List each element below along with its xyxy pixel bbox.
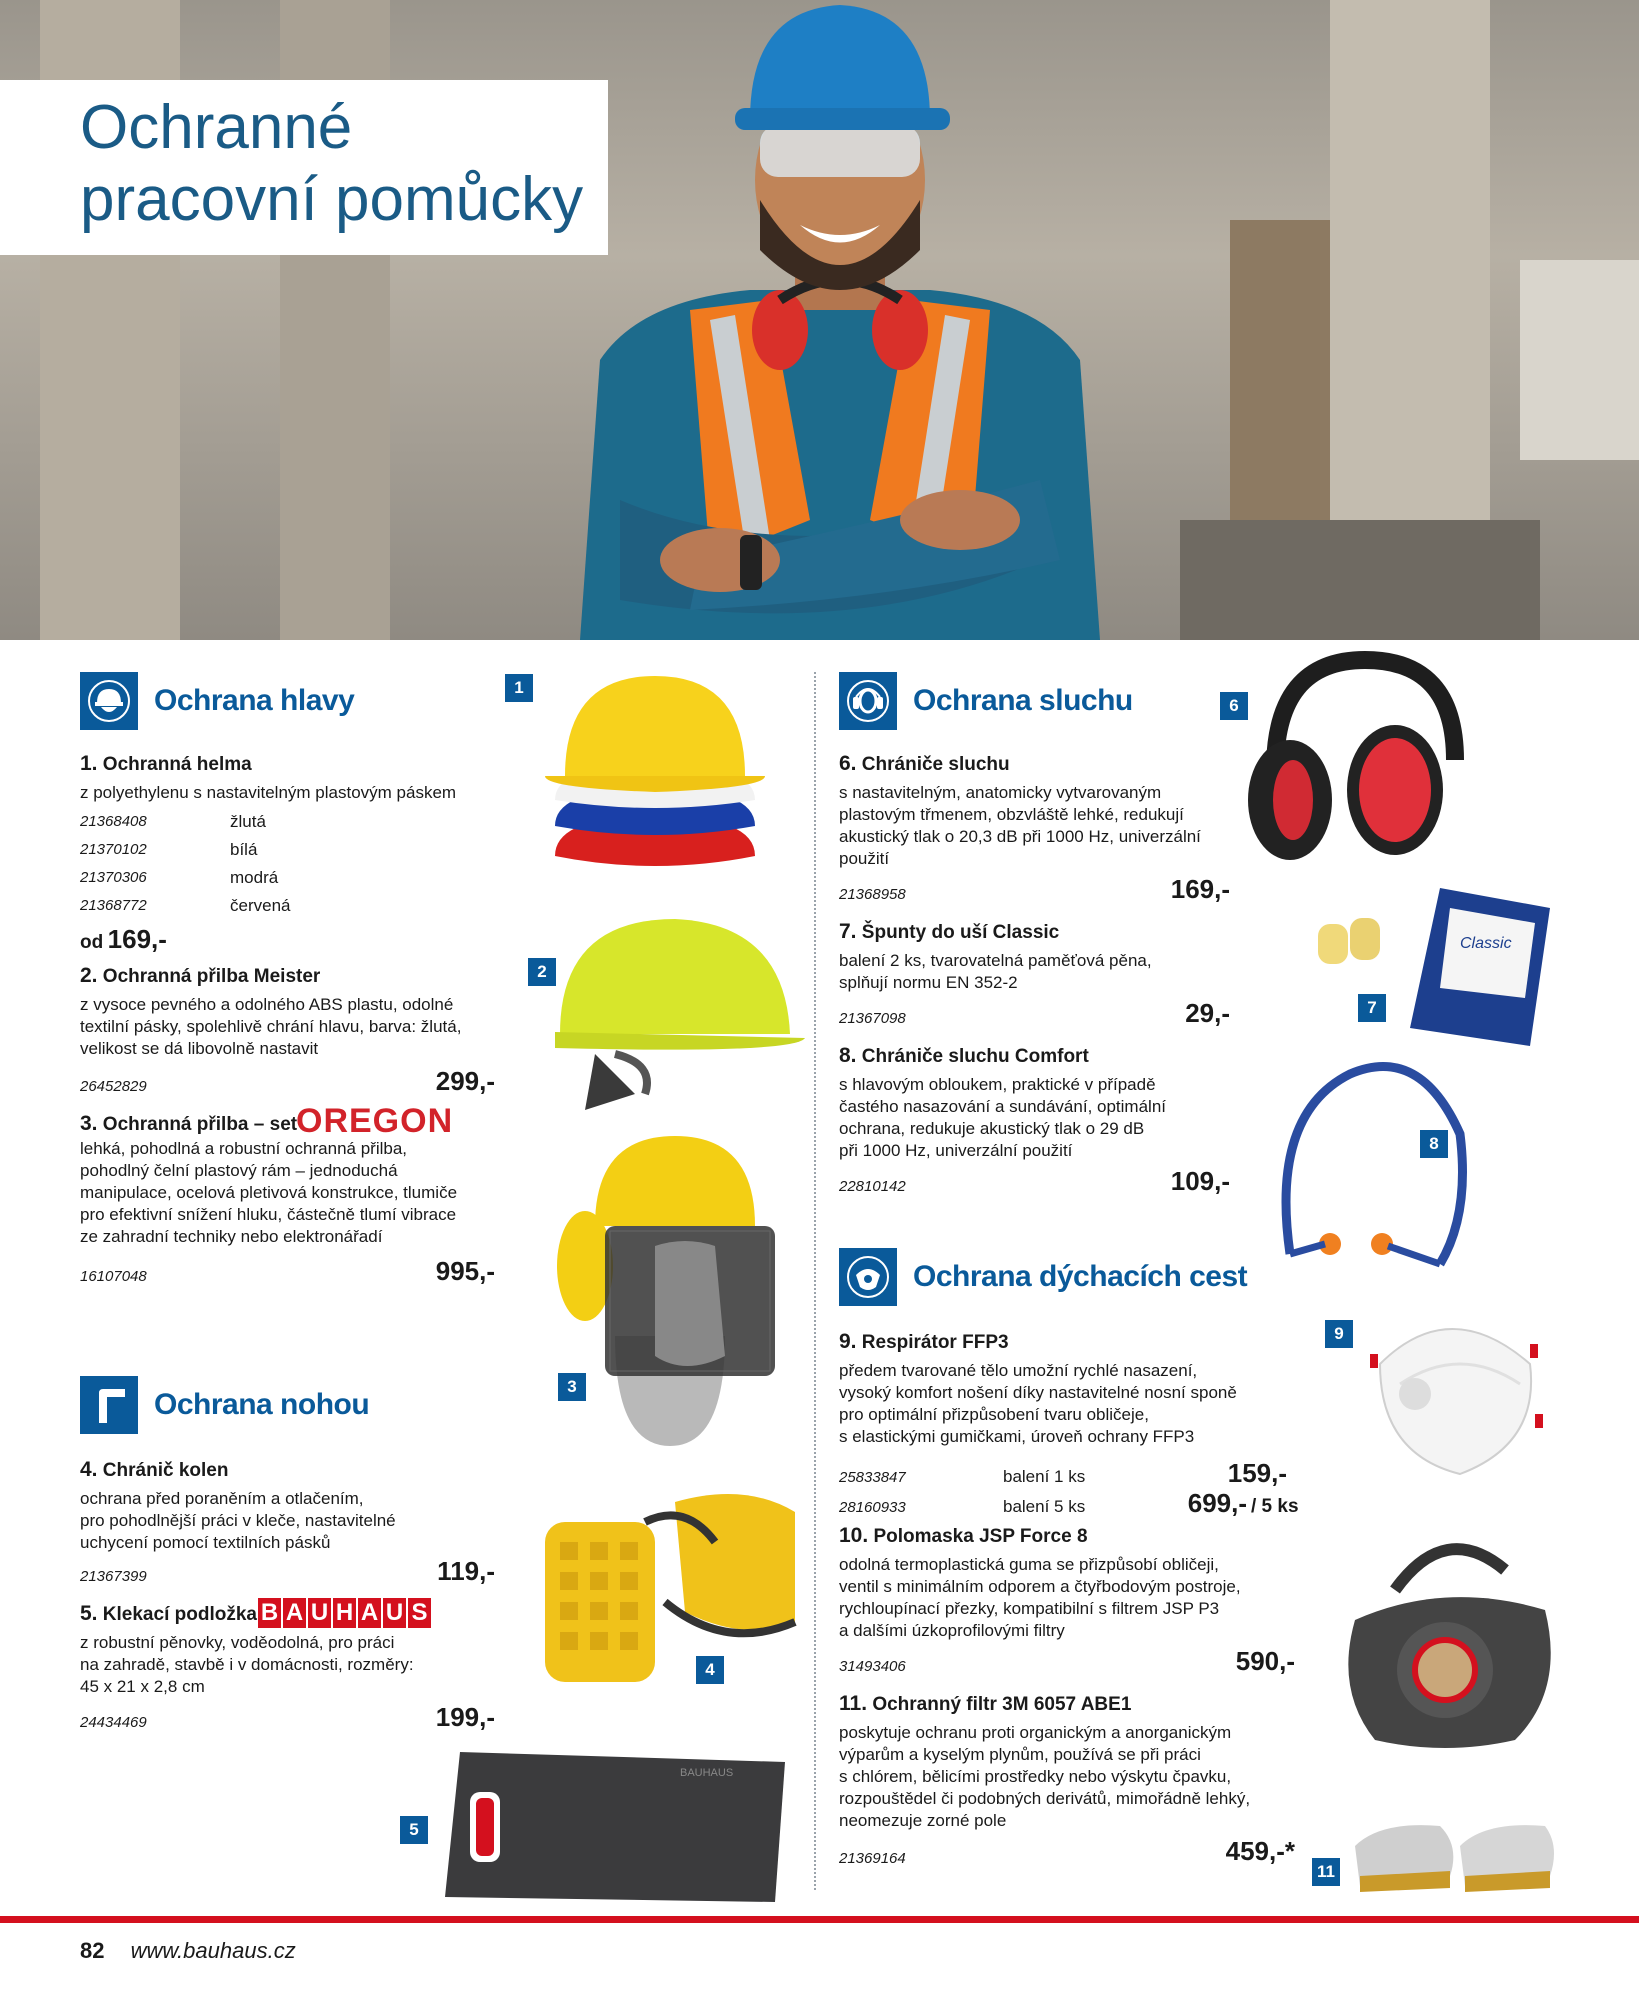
svg-text:Classic: Classic	[1460, 935, 1512, 952]
filters-image	[1350, 1816, 1560, 1896]
product-code: 21369164	[839, 1850, 906, 1867]
section-title: Ochrana dýchacích cest	[913, 1260, 1248, 1293]
ffp3-respirator-image	[1360, 1304, 1560, 1478]
product-number: 1.	[80, 752, 98, 775]
section-head-respiratory	[839, 1248, 1247, 1306]
product-3: 3. Ochranná přilba – set lehká, pohodlná a robustní ochranná přilba, pohodlný čelní plastový rám – jednoduchá manipulace, ocelová pletivová konstrukce, tlumiče pro efektivní snížení hluku, částečně tlumí vibrace ze zahradní techniky nebo elektronářadí	[80, 1112, 500, 1248]
badge-8: 8	[1420, 1130, 1448, 1158]
product-price: 169,-	[1170, 874, 1230, 904]
kneeling-pad-image	[440, 1752, 790, 1902]
product-8: 8. Chrániče sluchu Comfort s hlavovým obloukem, praktické v případě častého nasazování a sundávání, optimální ochrana, redukuje akustický tlak o 29 dB při 1000 Hz, univerzální použití	[839, 1044, 1259, 1162]
knee-pads-image	[545, 1482, 805, 1692]
section-title: Ochrana sluchu	[913, 684, 1133, 717]
variant-row: 21368772 červená	[80, 896, 291, 915]
product-code: 21368958	[839, 886, 906, 903]
product-name: Ochranná přilba Meister	[102, 966, 321, 987]
badge-4: 4	[696, 1656, 724, 1684]
bauhaus-logo-letter: H	[333, 1598, 356, 1628]
product-price: 995,-	[435, 1256, 495, 1286]
variant-row: 21368408 žlutá	[80, 812, 266, 831]
variant-row: 25833847 balení 1 ks 159,-	[839, 1458, 1287, 1488]
product-price: 109,-	[1170, 1166, 1230, 1196]
section-title: Ochrana hlavy	[154, 684, 355, 717]
bauhaus-logo-letter: U	[383, 1598, 406, 1628]
website-link[interactable]: www.bauhaus.cz	[130, 1938, 296, 1963]
product-description: z vysoce pevného a odolného ABS plastu, odolné textilní pásky, spolehlivě chrání hlavu, barva: žlutá, velikost se dá libovolně nastavit	[80, 995, 462, 1058]
product-description: balení 2 ks, tvarovatelná paměťová pěna, splňují normu EN 352-2	[839, 951, 1152, 992]
helmet-icon	[80, 672, 138, 730]
badge-3: 3	[558, 1373, 586, 1401]
hearing-icon	[839, 672, 897, 730]
product-name: Ochranná helma	[102, 754, 252, 775]
page-number: 82	[80, 1938, 105, 1963]
product-6: 6. Chrániče sluchu s nastavitelným, anatomicky vytvarovaným plastovým třmenem, obzvláště lehké, redukují akustický tlak o 20,3 dB při 1000 Hz, univerzální použití	[839, 752, 1259, 870]
bauhaus-logo-letter: S	[408, 1598, 431, 1628]
product-price: 29,-	[1185, 998, 1230, 1028]
product-name: Špunty do uší Classic	[861, 922, 1060, 943]
product-description: s hlavovým obloukem, praktické v případě častého nasazování a sundávání, optimální ochrana, redukuje akustický tlak o 29 dB při 1000 Hz, univerzální použití	[839, 1075, 1166, 1160]
product-code: 31493406	[839, 1658, 906, 1675]
badge-5: 5	[400, 1816, 428, 1844]
product-4: 4. Chránič kolen ochrana před poraněním a otlačením, pro pohodlnější práci v kleče, nastavitelné uchycení pomocí textilních pásků	[80, 1458, 500, 1554]
variant-list	[839, 1458, 1299, 1518]
product-code: 22810142	[839, 1178, 906, 1195]
half-mask-image	[1335, 1530, 1565, 1756]
variant-row: 21370306 modrá	[80, 868, 279, 887]
badge-2: 2	[528, 958, 556, 986]
variant-row: 28160933 balení 5 ks 699,- / 5 ks	[839, 1488, 1299, 1518]
helmet-set-image	[555, 1136, 785, 1446]
bauhaus-logo-letter: B	[258, 1598, 281, 1628]
product-name: Chránič kolen	[102, 1460, 229, 1481]
product-code: 21367098	[839, 1010, 906, 1027]
badge-7: 7	[1358, 994, 1386, 1022]
product-description: s nastavitelným, anatomicky vytvarovaným plastovým třmenem, obzvláště lehké, redukují akustický tlak o 20,3 dB při 1000 Hz, univerzální použití	[839, 783, 1201, 868]
bauhaus-logo-letter: U	[308, 1598, 331, 1628]
earplugs-image	[1310, 878, 1560, 1046]
bauhaus-logo-letter: A	[358, 1598, 381, 1628]
section-head-legs	[80, 1376, 369, 1434]
badge-11: 11	[1312, 1858, 1340, 1886]
product-10: 10. Polomaska JSP Force 8 odolná termoplastická guma se přizpůsobí obličeji, ventil s minimálním odporem a čtyřbodovým postroje, rychloupínací přezky, kompatibilní s filtrem JSP P3 a dalšími úzkoprofilovými filtry	[839, 1524, 1299, 1642]
product-description: lehká, pohodlná a robustní ochranná přilba, pohodlný čelní plastový rám – jednoduchá manipulace, ocelová pletivová konstrukce, tlumiče pro efektivní snížení hluku, částečně tlumí vibrace ze zahradní techniky nebo elektronářadí	[80, 1139, 458, 1246]
product-price: od 169,-	[80, 924, 167, 954]
section-title: Ochrana nohou	[154, 1388, 370, 1421]
footer	[80, 1938, 296, 1964]
hero-image	[0, 0, 1639, 640]
product-description: z polyethylenu s nastavitelným plastovým páskem	[80, 783, 457, 802]
product-description: odolná termoplastická guma se přizpůsobí obličeji, ventil s minimálním odporem a čtyřbodovým postroje, rychloupínací přezky, kompatibilní s filtrem JSP P3 a dalšími úzkoprofilovými filtry	[839, 1555, 1241, 1640]
product-name: Chrániče sluchu Comfort	[861, 1046, 1089, 1067]
column-divider	[814, 672, 816, 1890]
product-name: Chrániče sluchu	[861, 754, 1010, 775]
product-name: Respirátor FFP3	[861, 1332, 1009, 1353]
bauhaus-logo	[258, 1598, 433, 1628]
badge-1: 1	[505, 674, 533, 702]
respirator-icon	[839, 1248, 897, 1306]
product-description: poskytuje ochranu proti organickým a anorganickým výparům a kyselým plynům, používá se při práci s chlórem, bělicími prostředky nebo výskytu čpavku, rozpouštědel či podobných derivátů, mimořádně lehký, neomezuje zorné pole	[839, 1723, 1251, 1830]
footer-rule	[0, 1916, 1639, 1923]
product-code: 21367399	[80, 1568, 147, 1585]
product-description: předem tvarované tělo umožní rychlé nasazení, vysoký komfort nošení díky nastavitelné nosní sponě pro optimální přizpůsobení tvaru obličeje, s elastickými gumičkami, úroveň ochrany FFP3	[839, 1361, 1237, 1446]
banded-earplugs-image	[1270, 1054, 1470, 1280]
product-description: ochrana před poraněním a otlačením, pro pohodlnější práci v kleče, nastavitelné uchycení pomocí textilních pásků	[80, 1489, 396, 1552]
bauhaus-logo-letter: A	[283, 1598, 306, 1628]
yellow-helmet-image	[555, 914, 805, 1110]
product-price: 119,-	[437, 1556, 495, 1586]
svg-text:BAUHAUS: BAUHAUS	[680, 1767, 734, 1779]
section-head-protection	[80, 672, 354, 730]
product-code: 24434469	[80, 1714, 147, 1731]
page-title: Ochranné pracovní pomůcky	[80, 93, 584, 234]
variant-list	[80, 808, 500, 920]
badge-9: 9	[1325, 1320, 1353, 1348]
product-1	[80, 752, 500, 955]
oregon-logo: OREGON	[296, 1102, 454, 1140]
section-head-hearing	[839, 672, 1133, 730]
product-price: 459,-*	[1225, 1836, 1295, 1866]
product-5: 5. Klekací podložka z robustní pěnovky, voděodolná, pro práci na zahradě, stavbě i v domácnosti, rozměry: 45 x 21 x 2,8 cm	[80, 1602, 500, 1698]
worker-illustration	[560, 0, 1120, 640]
product-description: z robustní pěnovky, voděodolná, pro práci na zahradě, stavbě i v domácnosti, rozměry: 45 x 21 x 2,8 cm	[80, 1633, 414, 1696]
product-code: 16107048	[80, 1268, 147, 1285]
knee-icon	[80, 1376, 138, 1434]
product-7: 7. Špunty do uší Classic balení 2 ks, tvarovatelná paměťová pěna, splňují normu EN 352-2	[839, 920, 1259, 994]
product-name: Polomaska JSP Force 8	[873, 1526, 1088, 1547]
product-price: 590,-	[1235, 1646, 1295, 1676]
product-name: Ochranná přilba – set	[102, 1114, 298, 1135]
variant-row: 21370102 bílá	[80, 840, 258, 859]
badge-6: 6	[1220, 692, 1248, 720]
product-11: 11. Ochranný filtr 3M 6057 ABE1 poskytuje ochranu proti organickým a anorganickým výparům a kyselým plynům, používá se při práci s chlórem, bělicími prostředky nebo výskytu čpavku, rozpouštědel či podobných derivátů, mimořádně lehký, neomezuje zorné pole	[839, 1692, 1299, 1832]
product-name: Ochranný filtr 3M 6057 ABE1	[872, 1694, 1132, 1715]
product-price: 299,-	[435, 1066, 495, 1096]
ear-muffs-image	[1245, 650, 1465, 880]
product-9: 9. Respirátor FFP3 předem tvarované tělo umožní rychlé nasazení, vysoký komfort nošení díky nastavitelné nosní sponě pro optimální přizpůsobení tvaru obličeje, s elastickými gumičkami, úroveň ochrany FFP3	[839, 1330, 1299, 1448]
product-price: 199,-	[435, 1702, 495, 1732]
product-name: Klekací podložka	[102, 1604, 257, 1625]
product-2: 2. Ochranná přilba Meister z vysoce pevného a odolného ABS plastu, odolné textilní pásky, spolehlivě chrání hlavu, barva: žlutá, velikost se dá libovolně nastavit	[80, 964, 500, 1060]
product-code: 26452829	[80, 1078, 147, 1095]
helmets-stack-image	[535, 676, 775, 886]
